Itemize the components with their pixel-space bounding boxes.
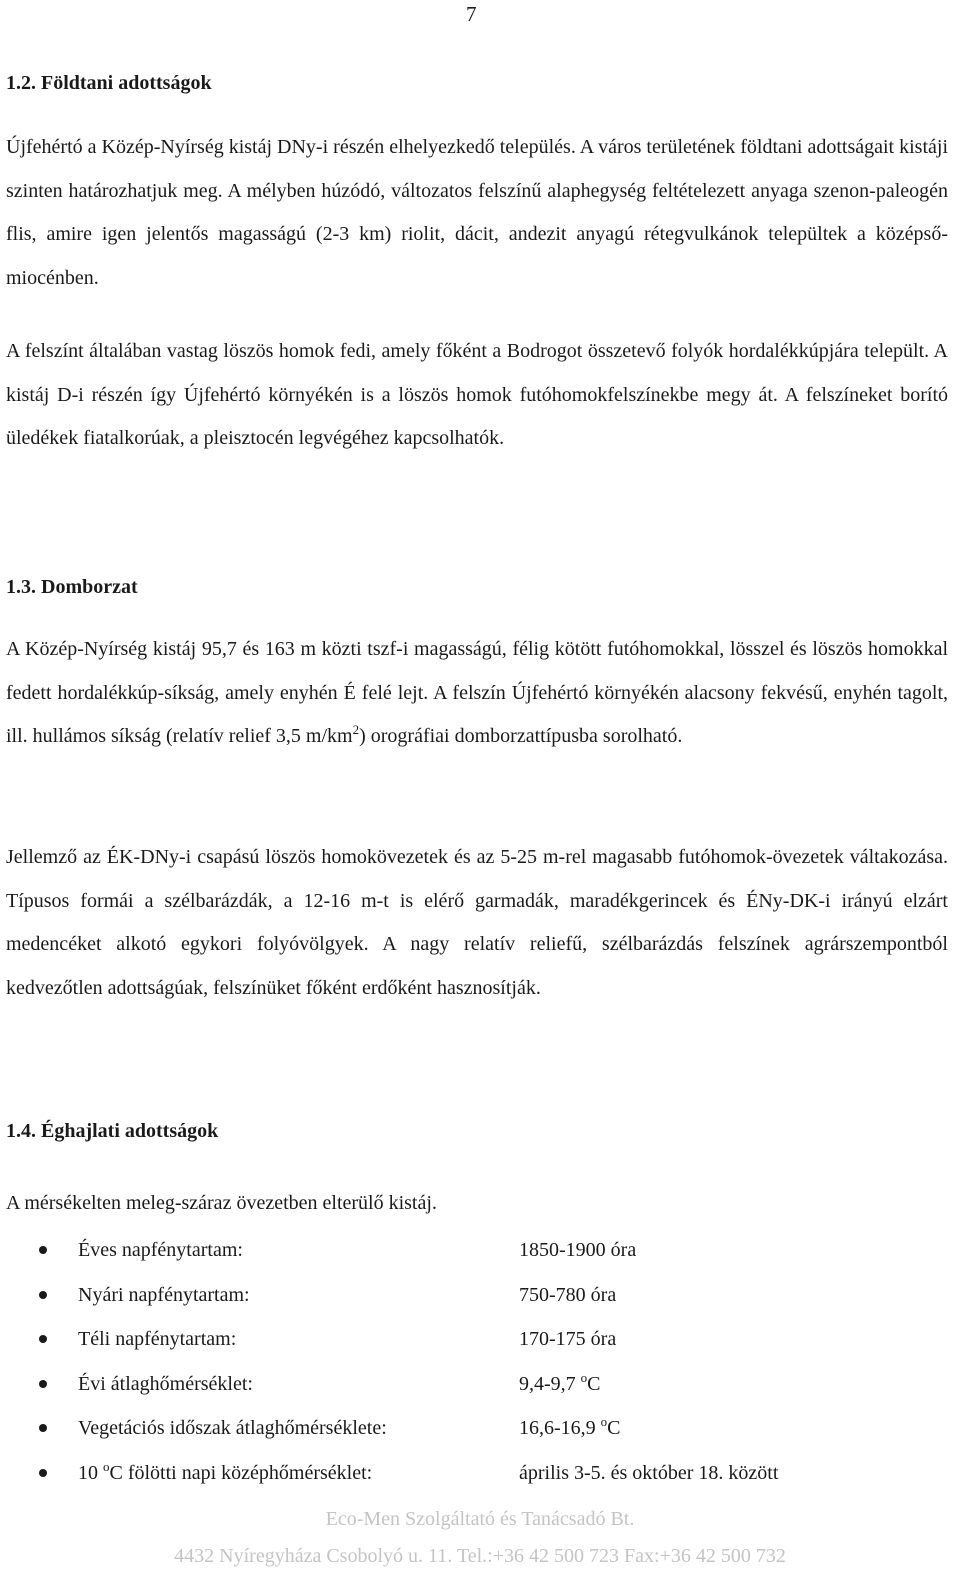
value-number: 16,6-16,9 (519, 1417, 601, 1440)
degree-superscript: o (103, 1458, 110, 1474)
item-value (519, 1362, 601, 1407)
degree-superscript: o (600, 1414, 608, 1430)
item-value: április 3-5. és október 18. között (519, 1461, 779, 1484)
paragraph-relief-1-text: A Közép-Nyírség kistáj 95,7 és 163 m közti tszf-i magasságú, félig kötött futóhomokkal, lösszel és löszös homokkal fedett hordalékkúp-síkság, amely enyhén É felé lejt. A felszín Újfehértó környékén alacsony fekvésű, enyhén tagolt, ill. hullámos síkság (relatív relief 3,5 m/km (6, 638, 948, 747)
bullet-icon (39, 1291, 47, 1299)
item-label: Vegetációs időszak átlaghőmérséklete: (78, 1417, 387, 1440)
list-item (0, 1228, 960, 1273)
item-value (519, 1406, 621, 1451)
paragraph-relief-1-tail: ) orográfiai domborzattípusba sorolható. (359, 725, 683, 747)
value-unit: C (607, 1417, 621, 1440)
label-text: C fölötti napi középhőmérséklet: (109, 1461, 373, 1484)
paragraph-relief-1 (6, 628, 948, 759)
list-item (0, 1362, 960, 1407)
list-item (0, 1273, 960, 1318)
list-item (0, 1317, 960, 1362)
item-label (78, 1451, 372, 1496)
item-label: Éves napfénytartam: (78, 1239, 243, 1261)
bullet-icon (39, 1469, 47, 1477)
item-value: 1850-1900 óra (519, 1239, 637, 1261)
section-heading-relief-text: 1.3. Domborzat (6, 576, 138, 598)
bullet-icon (39, 1246, 47, 1254)
degree-superscript: o (580, 1369, 588, 1385)
section-heading-climate: 1.4. Éghajlati adottságok (6, 1120, 219, 1142)
value-unit: C (587, 1372, 601, 1395)
paragraph-geology-2: A felszínt általában vastag löszös homok fedi, amely főként a Bodrogot összetevő folyók hordalékkúpjára települt. A kistáj D-i részén így Újfehértó környékén is a löszös homok futóhomokfelszínekbe megy át. A felszíneket borító üledékek fiatalkorúak, a pleisztocén legvégéhez kapcsolhatók. (6, 340, 948, 449)
value-number: 9,4-9,7 (519, 1372, 581, 1395)
bullet-icon (39, 1380, 47, 1388)
footer-address: 4432 Nyíregyháza Csobolyó u. 11. Tel.:+36 42 500 723 Fax:+36 42 500 732 (174, 1545, 786, 1567)
climate-list (0, 1228, 960, 1496)
section-heading-geology: 1.2. Földtani adottságok (6, 72, 212, 94)
item-value: 750-780 óra (519, 1283, 617, 1306)
item-label: Téli napfénytartam: (78, 1328, 237, 1351)
section-heading-relief (6, 576, 138, 599)
paragraph-relief-2: Jellemző az ÉK-DNy-i csapású löszös homokövezetek és az 5-25 m-rel magasabb futóhomok-övezetek váltakozása. Típusos formái a szélbarázdák, a 12-16 m-t is elérő garmadák, maradékgerincek és ÉNy-DK-i irányú elzárt medencéket alkotó egykori folyóvölgyek. A nagy relatív reliefű, szélbarázdás felszínek agrárszempontból kedvezőtlen adottságúak, felszínüket főként erdőként hasznosítják. (6, 846, 948, 999)
superscript-squared: 2 (352, 722, 360, 737)
footer-company: Eco-Men Szolgáltató és Tanácsadó Bt. (325, 1508, 635, 1530)
paragraph-climate-intro: A mérsékelten meleg-száraz övezetben elterülő kistáj. (6, 1192, 437, 1214)
list-item (0, 1451, 960, 1496)
bullet-icon (39, 1335, 47, 1343)
paragraph-geology-1: Újfehértó a Közép-Nyírség kistáj DNy-i részén elhelyezkedő település. A város területének földtani adottságait kistáji szinten határozhatjuk meg. A mélyben húzódó, változatos felszínű alaphegység feltételezett anyaga szenon-paleogén flis, amire igen jelentős magasságú (2-3 km) riolit, dácit, andezit anyagú rétegvulkánok települtek a középső-miocénben. (6, 136, 948, 289)
item-label: Évi átlaghőmérséklet: (78, 1372, 253, 1395)
page-number: 7 (466, 2, 477, 26)
item-label: Nyári napfénytartam: (78, 1283, 250, 1306)
bullet-icon (39, 1424, 47, 1432)
label-number: 10 (78, 1461, 103, 1484)
item-value: 170-175 óra (519, 1328, 617, 1351)
list-item (0, 1406, 960, 1451)
